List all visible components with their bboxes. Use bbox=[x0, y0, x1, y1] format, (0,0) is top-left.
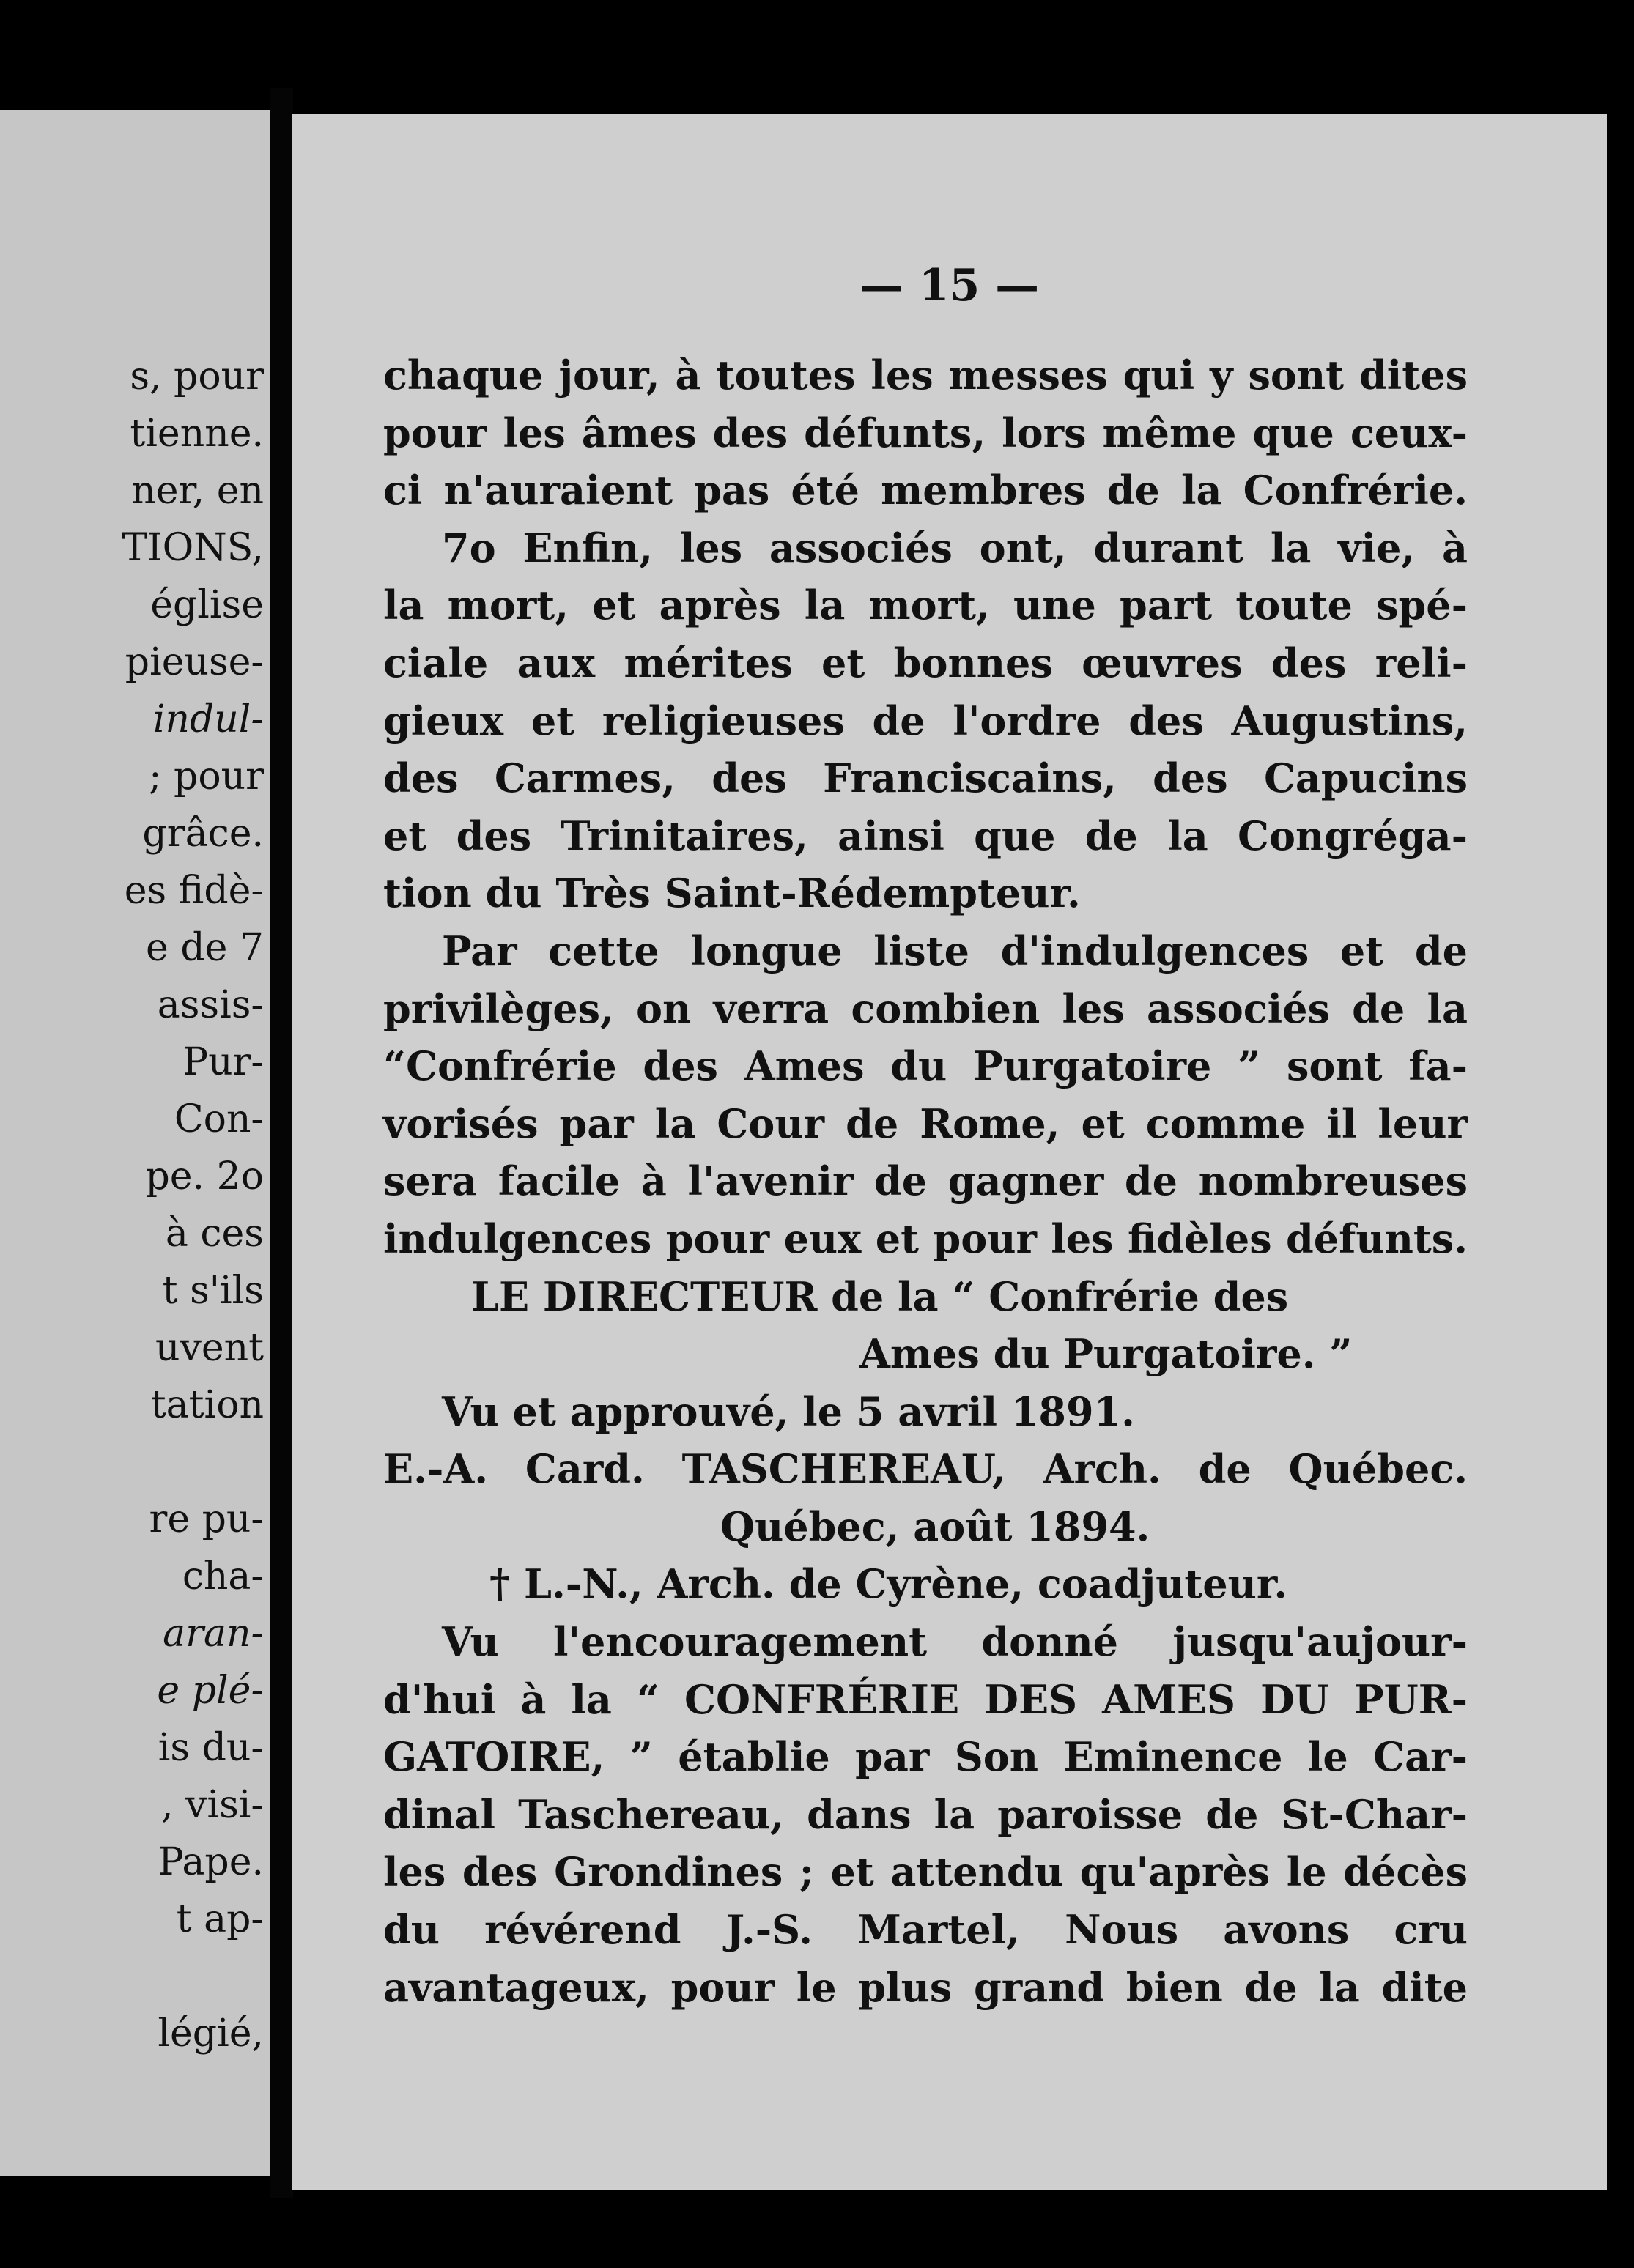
signature-line: † L.-N., Arch. de Cyrène, coadjuteur. bbox=[489, 1560, 1288, 1608]
text-line: d'hui à la “ CONFRÉRIE DES AMES DU PUR- bbox=[383, 1675, 1468, 1723]
approval-line: Vu et approuvé, le 5 avril 1891. bbox=[442, 1387, 1135, 1435]
left-line: tation bbox=[150, 1383, 264, 1427]
left-line: Pur- bbox=[182, 1040, 264, 1084]
text-line: la mort, et après la mort, une part toute spé- bbox=[383, 582, 1468, 629]
page-number: — 15 — bbox=[859, 260, 1040, 311]
left-line: indul- bbox=[152, 697, 264, 741]
text-line: gieux et religieuses de l'ordre des Augustins, bbox=[383, 697, 1468, 744]
left-line: e plé- bbox=[157, 1669, 264, 1713]
left-line: pieuse- bbox=[125, 640, 264, 684]
left-line: s, pour bbox=[130, 355, 264, 399]
text-line: dinal Taschereau, dans la paroisse de St-Char- bbox=[383, 1790, 1468, 1838]
left-line: ner, en bbox=[131, 469, 264, 513]
date-line: Québec, août 1894. bbox=[720, 1502, 1150, 1550]
left-line: tienne. bbox=[130, 412, 264, 456]
left-line: aran- bbox=[163, 1612, 264, 1656]
approval-line: E.-A. Card. TASCHEREAU, Arch. de Québec. bbox=[383, 1445, 1468, 1493]
text-line: ciale aux mérites et bonnes œuvres des reli- bbox=[383, 639, 1468, 686]
book-gutter bbox=[270, 88, 293, 2198]
text-line: Par cette longue liste d'indulgences et de bbox=[442, 927, 1468, 974]
signature-line: Ames du Purgatoire. ” bbox=[859, 1330, 1353, 1378]
text-line: 7o Enfin, les associés ont, durant la vie, à bbox=[442, 524, 1468, 571]
left-line: ; pour bbox=[149, 755, 264, 798]
text-line: sera facile à l'avenir de gagner de nombreuses bbox=[383, 1157, 1468, 1205]
right-page bbox=[292, 114, 1607, 2190]
body-text bbox=[383, 346, 1468, 2016]
text-line: ci n'auraient pas été membres de la Confrérie. bbox=[383, 467, 1468, 514]
text-line: indulgences pour eux et pour les fidèles défunts. bbox=[383, 1215, 1468, 1262]
text-line: chaque jour, à toutes les messes qui y sont dites bbox=[383, 352, 1468, 399]
text-line: pour les âmes des défunts, lors même que ceux- bbox=[383, 409, 1468, 456]
text-line: et des Trinitaires, ainsi que de la Congréga- bbox=[383, 812, 1468, 859]
left-line: assis- bbox=[157, 983, 264, 1027]
left-line: Pape. bbox=[158, 1840, 264, 1884]
signature-line: LE DIRECTEUR de la “ Confrérie des bbox=[471, 1272, 1289, 1320]
text-line: des Carmes, des Franciscains, des Capucins bbox=[383, 755, 1468, 802]
left-page-fragment bbox=[0, 110, 270, 2176]
left-line: t s'ils bbox=[162, 1269, 264, 1313]
left-line: à ces bbox=[165, 1212, 264, 1256]
left-line: pe. 2o bbox=[145, 1155, 264, 1198]
text-line: du révérend J.-S. Martel, Nous avons cru bbox=[383, 1906, 1468, 1954]
left-line: e de 7 bbox=[146, 926, 264, 970]
left-line: grâce. bbox=[142, 812, 264, 856]
left-line: uvent bbox=[155, 1326, 264, 1370]
text-line: les des Grondines ; et attendu qu'après le décès bbox=[383, 1848, 1468, 1896]
text-line: tion du Très Saint-Rédempteur. bbox=[383, 870, 1081, 917]
left-line: église bbox=[150, 583, 264, 627]
text-line: “Confrérie des Ames du Purgatoire ” sont fa- bbox=[383, 1042, 1468, 1090]
text-line: avantageux, pour le plus grand bien de la dite bbox=[383, 1963, 1468, 2011]
left-line: es fidè- bbox=[124, 869, 264, 913]
text-line: vorisés par la Cour de Rome, et comme il leur bbox=[383, 1100, 1468, 1147]
left-line: légié, bbox=[158, 2012, 264, 2056]
text-line: Vu l'encouragement donné jusqu'aujour- bbox=[442, 1618, 1468, 1666]
text-line: GATOIRE, ” établie par Son Eminence le Car- bbox=[383, 1733, 1468, 1781]
left-line: re pu- bbox=[149, 1497, 264, 1541]
left-line: cha- bbox=[182, 1554, 264, 1598]
left-line: TIONS, bbox=[122, 526, 264, 570]
text-line: privilèges, on verra combien les associés de la bbox=[383, 985, 1468, 1032]
left-line: , visi- bbox=[161, 1783, 264, 1827]
left-line: t ap- bbox=[176, 1897, 264, 1941]
left-line: is du- bbox=[158, 1726, 264, 1770]
left-line: Con- bbox=[174, 1097, 264, 1141]
